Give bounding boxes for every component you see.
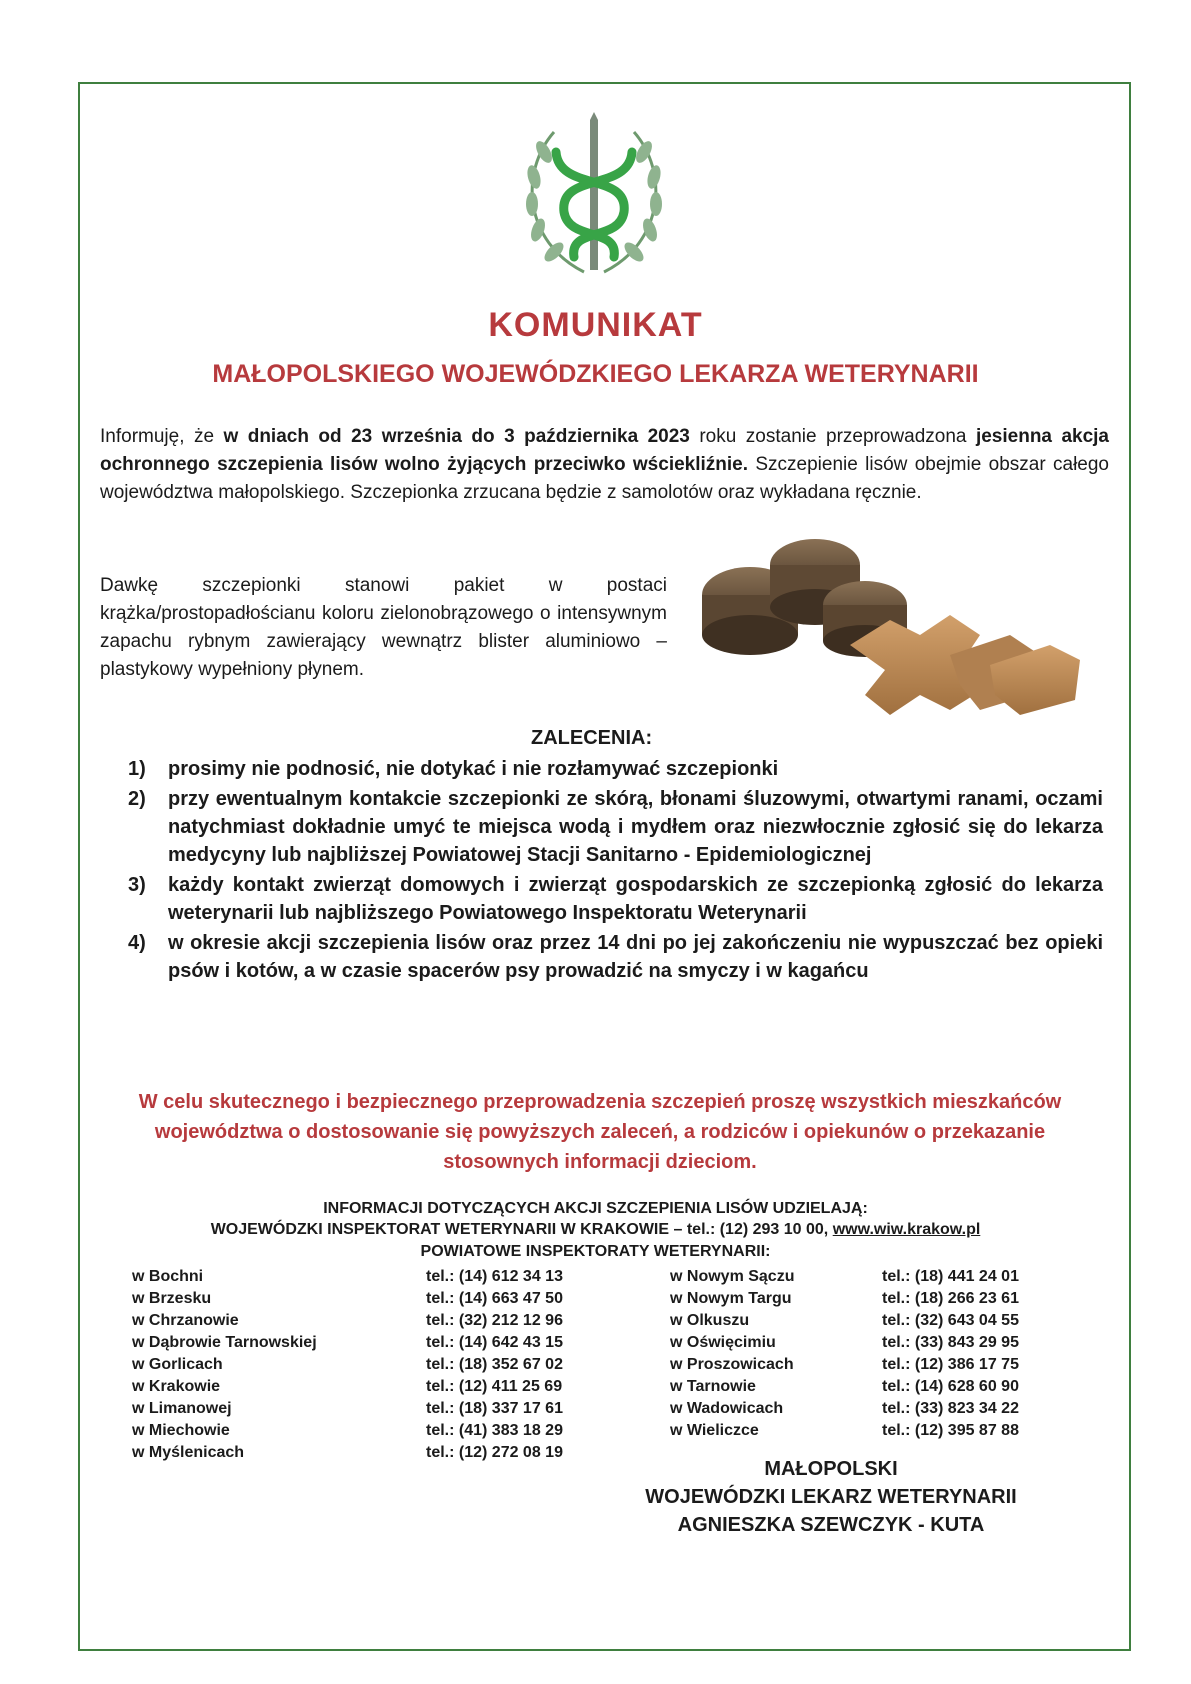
list-item — [128, 929, 1103, 985]
signature-line-1: MAŁOPOLSKI — [764, 1458, 898, 1480]
office-place: w Oświęcimiu — [670, 1334, 776, 1351]
list-item — [128, 785, 1103, 869]
item-text: prosimy nie podnosić, nie dotykać i nie rozłamywać szczepionki — [168, 758, 779, 780]
intro-dates: w dniach od 23 września do 3 października 2023 — [223, 426, 690, 447]
office-place: w Gorlicach — [132, 1356, 223, 1373]
vaccine-description: Dawkę szczepionki stanowi pakiet w postaci krążka/prostopadłościanu koloru zielonobrązowego o intensywnym zapachu rybnym zawierający wewnątrz blister aluminiowo – plastykowy wypełniony płynem. — [100, 575, 667, 680]
offices-left-phones — [426, 1266, 563, 1464]
offices-left-places — [132, 1266, 317, 1464]
office-phone: tel.: (41) 383 18 29 — [426, 1422, 563, 1439]
office-phone: tel.: (14) 612 34 13 — [426, 1268, 563, 1285]
item-text: przy ewentualnym kontakcie szczepionki ze skórą, błonami śluzowymi, otwartymi ranami, oczami natychmiast dokładnie umyć te miejsca wodą i mydłem oraz niezwłocznie zgłosić się do lekarza medycyny lub najbliższej Powiatowej Stacji Sanitarno - Epidemiologicznej — [168, 788, 1103, 866]
office-phone: tel.: (18) 266 23 61 — [882, 1290, 1019, 1307]
district-heading: POWIATOWE INSPEKTORATY WETERYNARII: — [420, 1243, 771, 1260]
office-place: w Proszowicach — [670, 1356, 794, 1373]
item-number: 2) — [128, 788, 146, 810]
recommendations-list — [128, 755, 1103, 987]
office-place: w Chrzanowie — [132, 1312, 239, 1329]
office-phone: tel.: (12) 395 87 88 — [882, 1422, 1019, 1439]
veterinary-emblem-icon — [514, 112, 674, 282]
office-phone: tel.: (32) 212 12 96 — [426, 1312, 563, 1329]
office-place: w Tarnowie — [670, 1378, 756, 1395]
signature-line-2: WOJEWÓDZKI LEKARZ WETERYNARII — [645, 1486, 1017, 1508]
office-phone: tel.: (14) 628 60 90 — [882, 1378, 1019, 1395]
item-text: w okresie akcji szczepienia lisów oraz przez 14 dni po jej zakończeniu nie wypuszczać bez opieki psów i kotów, a w czasie spacerów psy prowadzić na smyczy i w kagańcu — [168, 932, 1103, 982]
office-place: w Wadowicach — [670, 1400, 784, 1417]
offices-right-places — [670, 1266, 794, 1442]
signature-line-3: AGNIESZKA SZEWCZYK - KUTA — [677, 1514, 985, 1536]
office-phone: tel.: (18) 337 17 61 — [426, 1400, 563, 1417]
main-office-line — [0, 1221, 1191, 1239]
office-phone: tel.: (14) 642 43 15 — [426, 1334, 563, 1351]
item-text: każdy kontakt zwierząt domowych i zwierząt gospodarskich ze szczepionką zgłosić do lekarza weterynarii lub najbliższego Powiatowego Inspektoratu Weterynarii — [168, 874, 1103, 924]
office-phone: tel.: (33) 843 29 95 — [882, 1334, 1019, 1351]
recommendations-title: ZALECENIA: — [531, 727, 653, 749]
office-place: w Olkuszu — [670, 1312, 750, 1329]
list-item — [128, 871, 1103, 927]
office-place: w Limanowej — [132, 1400, 232, 1417]
office-phone: tel.: (12) 386 17 75 — [882, 1356, 1019, 1373]
offices-right-phones — [882, 1266, 1019, 1442]
office-place: w Miechowie — [132, 1422, 230, 1439]
intro-text-a: Informuję, że — [100, 426, 224, 447]
office-phone: tel.: (14) 663 47 50 — [426, 1290, 563, 1307]
office-place: w Krakowie — [132, 1378, 221, 1395]
item-number: 4) — [128, 932, 146, 954]
list-item — [128, 755, 1103, 783]
item-number: 1) — [128, 758, 146, 780]
vaccine-baits-image — [690, 525, 1140, 725]
item-number: 3) — [128, 874, 146, 896]
website-link[interactable]: www.wiw.krakow.pl — [832, 1221, 981, 1238]
appeal-text: W celu skutecznego i bezpiecznego przeprowadzenia szczepień proszę wszystkich mieszkańców województwa o dostosowanie się powyższych zaleceń, a rodziców i opiekunów o przekazanie stosownych informacji dzieciom. — [138, 1091, 1062, 1173]
office-place: w Nowym Targu — [670, 1290, 792, 1307]
intro-text-e: Szczepienie lisów obejmie obszar całego województwa małopolskiego. Szczepionka zrzucana będzie z samolotów oraz wykładana ręcznie. — [100, 454, 1109, 503]
office-phone: tel.: (32) 643 04 55 — [882, 1312, 1019, 1329]
office-phone: tel.: (33) 823 34 22 — [882, 1400, 1019, 1417]
office-phone: tel.: (12) 411 25 69 — [426, 1378, 563, 1395]
info-heading: INFORMACJI DOTYCZĄCYCH AKCJI SZCZEPIENIA LISÓW UDZIELAJĄ: — [323, 1200, 868, 1217]
office-phone: tel.: (18) 352 67 02 — [426, 1356, 563, 1373]
main-office-text: WOJEWÓDZKI INSPEKTORAT WETERYNARII W KRAKOWIE – tel.: (12) 293 10 00, — [210, 1221, 833, 1238]
office-place: w Nowym Sączu — [670, 1268, 795, 1285]
office-place: w Bochni — [132, 1268, 204, 1285]
office-place: w Myślenicach — [132, 1444, 245, 1461]
office-place: w Wieliczce — [670, 1422, 759, 1439]
page-title: KOMUNIKAT — [488, 306, 703, 344]
intro-text-c: roku zostanie przeprowadzona — [689, 426, 976, 447]
intro-campaign: jesienna akcja ochronnego szczepienia lisów wolno żyjących przeciwko wściekliźnie. — [100, 426, 1109, 475]
page-subtitle: MAŁOPOLSKIEGO WOJEWÓDZKIEGO LEKARZA WETERYNARII — [212, 360, 979, 388]
office-place: w Dąbrowie Tarnowskiej — [132, 1334, 317, 1351]
intro-paragraph — [100, 423, 1109, 507]
office-place: w Brzesku — [132, 1290, 212, 1307]
office-phone: tel.: (18) 441 24 01 — [882, 1268, 1019, 1285]
office-phone: tel.: (12) 272 08 19 — [426, 1444, 563, 1461]
